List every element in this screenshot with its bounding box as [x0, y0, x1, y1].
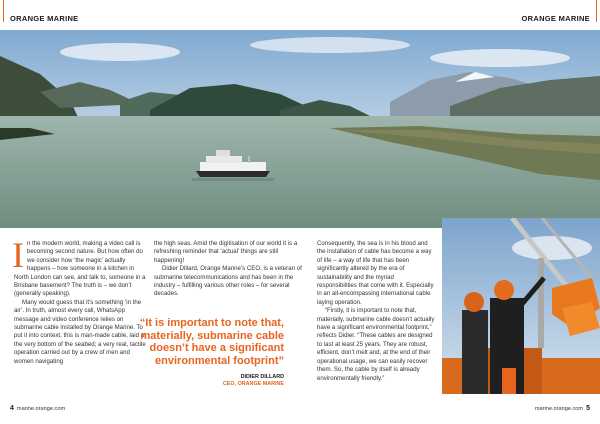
drop-cap-letter: I [12, 235, 24, 275]
header-brand-right: ORANGE MARINE [521, 14, 590, 23]
accent-tick-right [596, 0, 597, 22]
pull-quote: “It is important to note that, materially, submarine cable doesn’t have a significant environmental footprint” [139, 317, 284, 367]
photo-crew-on-deck [442, 218, 600, 394]
page-number-right: 5 [586, 405, 590, 412]
column-1-paragraph-1: n the modern world, making a video call is becoming second nature. But how often do we consider how ‘the magic’ actually happens – how someone in a kitchen in North London can see, and talk to, someone in a Brisbane basement? The truth is – we don’t (generally speaking). [14, 240, 146, 298]
footer-site-right: marine.orange.com [534, 406, 584, 412]
article-column-2 [154, 240, 306, 299]
footer-site-left: marine.orange.com [16, 406, 66, 412]
column-3-paragraph-2: “Firstly, it is important to note that, materially, submarine cable doesn’t actually have a significant environmental footprint,” reflects Didier. “These cables are designed to last at least 25 years. They are robust, efficient, don’t melt and, at the end of their operational usage, we can easily recover them. So, the cable by itself is already environmentally friendly.” [317, 307, 435, 382]
column-2-paragraph-1: the high seas. Amid the digitisation of our world it is a refreshing reminder that ‘actual’ things are still happening! [154, 240, 298, 264]
quote-author-role: CEO, ORANGE MARINE [222, 380, 284, 387]
hero-photo-fjord-ship [0, 30, 600, 228]
footer-right [535, 405, 590, 412]
quote-author-name: DIDIER DILLARD [240, 374, 284, 380]
footer-left [10, 405, 65, 412]
column-2-paragraph-2: Didier Dillard, Orange Marine’s CEO, is a veteran of submarine telecommunications and has been in the industry – fulfilling various other roles – for several decades. [154, 265, 302, 298]
pull-quote-attribution [180, 374, 284, 387]
article-column-3 [317, 240, 435, 383]
page-number-left: 4 [10, 405, 14, 412]
accent-tick-left [3, 0, 4, 22]
column-3-paragraph-1: Consequently, the sea is in his blood and the installation of cable has become a way of life – a way of life that has been significantly altered by the era of sustainability and the myriad responsibilities that come with it. Especially in an all-encompassing international cable laying operation. [317, 240, 434, 306]
header-brand-left: ORANGE MARINE [10, 14, 79, 23]
column-1-paragraph-2: Many would guess that it’s something ‘in the air’. In truth, almost every call, WhatsApp message and video conference relies on submarine cable installed by Orange Marine. To put it into context, this is man-made cable, laid at the very bottom of the seabed; a very real, tactile operation carried out by a crew of men and women navigating [14, 298, 146, 365]
